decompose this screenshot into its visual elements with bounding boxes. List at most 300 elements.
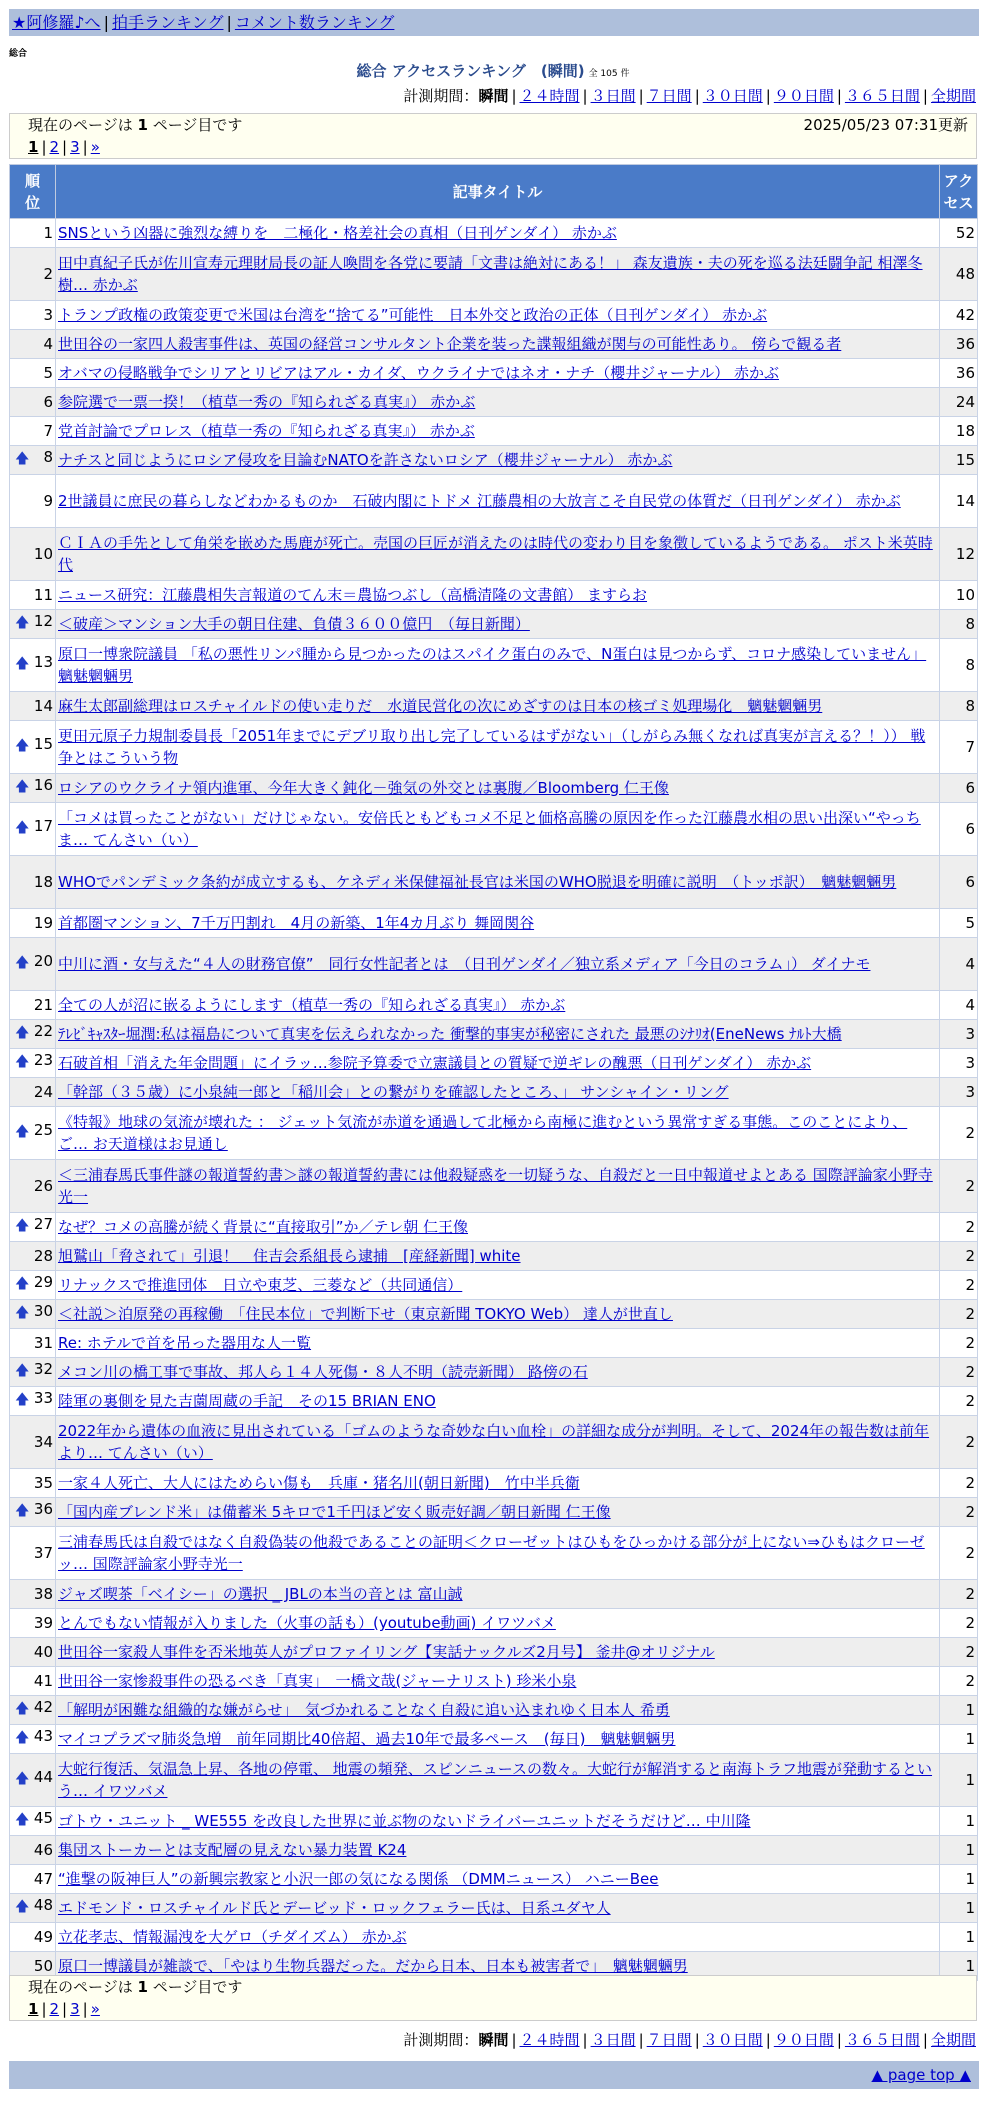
up-arrow-icon: 🡅 xyxy=(15,451,30,467)
rank-number: 25 xyxy=(33,1121,53,1139)
table-row xyxy=(10,991,978,1020)
rank-cell xyxy=(10,1020,56,1049)
table-row xyxy=(10,1078,978,1107)
rank-cell xyxy=(10,1836,56,1865)
pager-separator: | xyxy=(41,2000,47,2018)
rank-cell xyxy=(10,610,56,639)
article-link[interactable]: 原口一博衆院議員 「私の悪性リンパ腫から見つかったのはスパイク蛋白のみで、N蛋白は見つからず、コロナ感染していません」 魑魅魍魎男 xyxy=(58,645,927,685)
title-cell xyxy=(56,1527,940,1580)
table-row xyxy=(10,909,978,938)
table-row xyxy=(10,446,978,475)
title-cell xyxy=(56,1754,940,1807)
pager-page-3[interactable]: 3 xyxy=(70,2000,80,2018)
article-link[interactable]: ナチスと同じようにロシア侵攻を目論むNATOを許さないロシア（櫻井ジャーナル） 赤かぶ xyxy=(58,451,673,469)
rank-number: 20 xyxy=(33,952,53,970)
rank-cell xyxy=(10,359,56,388)
pager-separator: | xyxy=(41,138,47,156)
access-count: 36 xyxy=(940,359,978,388)
rank-number: 22 xyxy=(33,1022,53,1040)
access-count: 3 xyxy=(940,1049,978,1078)
table-row xyxy=(10,1387,978,1416)
period-link-5[interactable]: ３６５日間 xyxy=(844,87,920,105)
access-count: 2 xyxy=(940,1242,978,1271)
rank-cell xyxy=(10,1329,56,1358)
current-page-number: 1 xyxy=(137,1978,148,1996)
article-link[interactable]: ゴトウ・ユニット _ WE555 を改良した世界に並ぶ物のないドライバーユニットだそうだけど… 中川隆 xyxy=(58,1812,751,1830)
rank-cell xyxy=(10,1213,56,1242)
access-count: 3 xyxy=(940,1020,978,1049)
rank-cell xyxy=(10,528,56,581)
access-count: 1 xyxy=(940,1923,978,1952)
period-link-6[interactable]: 全期間 xyxy=(930,2031,976,2049)
period-link-2[interactable]: ７日間 xyxy=(646,87,692,105)
article-link[interactable]: 《特報》地球の気流が壊れた ： ジェット気流が赤道を通過して北極から南極に進むという異常すぎる事態。このことにより、ご… お天道様はお見通し xyxy=(58,1113,908,1153)
rank-cell xyxy=(10,388,56,417)
rank-number: 9 xyxy=(43,492,53,510)
period-separator: | xyxy=(765,2031,771,2049)
access-count: 2 xyxy=(940,1469,978,1498)
table-row xyxy=(10,639,978,692)
article-link[interactable]: SNSという凶器に強烈な縛りを 二極化・格差社会の真相（日刊ゲンダイ） 赤かぶ xyxy=(58,224,617,242)
rank-number: 49 xyxy=(33,1928,53,1946)
access-count: 8 xyxy=(940,692,978,721)
access-count: 24 xyxy=(940,388,978,417)
pager-next[interactable]: » xyxy=(90,138,100,156)
rank-number: 13 xyxy=(33,653,53,671)
rank-number: 29 xyxy=(33,1273,53,1291)
title-cell xyxy=(56,639,940,692)
title-cell xyxy=(56,359,940,388)
title-cell xyxy=(56,909,940,938)
table-row xyxy=(10,219,978,248)
table-row xyxy=(10,475,978,528)
rank-cell xyxy=(10,1807,56,1836)
article-link[interactable]: 更田元原子力規制委員長「2051年までにデブリ取り出し完了しているはずがない」（しがらみ無くなれば真実が言える？！）） 戦争とはこういう物 xyxy=(58,727,926,767)
rank-number: 24 xyxy=(33,1083,53,1101)
paging-text: ページ目です xyxy=(152,1978,243,1996)
table-row xyxy=(10,388,978,417)
up-arrow-icon: 🡅 xyxy=(15,1025,30,1041)
title-cell xyxy=(56,1894,940,1923)
article-link[interactable]: 中川に酒・女与えた“４人の財務官僚” 同行女性記者とは （日刊ゲンダイ／独立系メディア「今日のコラム」） ダイナモ xyxy=(58,955,871,973)
updated-time: 2025/05/23 07:31更新 xyxy=(803,116,968,134)
access-count: 6 xyxy=(940,803,978,856)
table-row xyxy=(10,1213,978,1242)
rank-cell xyxy=(10,1754,56,1807)
rank-number: 26 xyxy=(33,1177,53,1195)
table-row xyxy=(10,528,978,581)
rank-cell xyxy=(10,475,56,528)
period-link-0[interactable]: ２４時間 xyxy=(519,87,580,105)
title-cell xyxy=(56,1358,940,1387)
rank-cell xyxy=(10,1078,56,1107)
period-separator: | xyxy=(694,2031,700,2049)
rank-cell xyxy=(10,1865,56,1894)
rank-number: 45 xyxy=(33,1809,53,1827)
title-cell xyxy=(56,1213,940,1242)
title-cell xyxy=(56,248,940,301)
title-cell xyxy=(56,1300,940,1329)
up-arrow-icon: 🡅 xyxy=(15,1899,30,1915)
rank-cell xyxy=(10,856,56,909)
pager-page-1[interactable]: 1 xyxy=(28,138,39,156)
period-link-0[interactable]: ２４時間 xyxy=(519,2031,580,2049)
article-link[interactable]: 全ての人が沼に嵌るようにします（植草一秀の『知られざる真実』） 赤かぶ xyxy=(58,996,566,1014)
title-cell xyxy=(56,528,940,581)
bottom-bar xyxy=(9,2061,979,2089)
table-row xyxy=(10,1160,978,1213)
rank-number: 48 xyxy=(33,1896,53,1914)
access-count: 6 xyxy=(940,774,978,803)
pager-separator: | xyxy=(82,138,88,156)
paging-text: 現在のページは xyxy=(28,116,133,134)
table-row xyxy=(10,1725,978,1754)
table-row xyxy=(10,1107,978,1160)
period-separator: | xyxy=(836,87,842,105)
table-row xyxy=(10,1300,978,1329)
title-cell xyxy=(56,581,940,610)
up-arrow-icon: 🡅 xyxy=(15,1730,30,1746)
up-arrow-icon: 🡅 xyxy=(15,1124,30,1140)
page-title-wrap xyxy=(0,60,986,81)
up-arrow-icon: 🡅 xyxy=(15,1305,30,1321)
title-cell xyxy=(56,610,940,639)
title-cell xyxy=(56,1078,940,1107)
rank-number: 3 xyxy=(43,306,53,324)
article-link[interactable]: ジャズ喫茶「ベイシー」の選択 _ JBLの本当の音とは 富山誠 xyxy=(58,1585,463,1603)
access-count: 2 xyxy=(940,1580,978,1609)
table-row xyxy=(10,1049,978,1078)
rank-cell xyxy=(10,1160,56,1213)
rank-number: 1 xyxy=(43,224,53,242)
article-link[interactable]: Re: ホテルで首を吊った器用な人一覧 xyxy=(58,1334,312,1352)
rank-number: 37 xyxy=(33,1544,53,1562)
paging-status xyxy=(28,114,976,136)
rank-cell xyxy=(10,909,56,938)
up-arrow-icon: 🡅 xyxy=(15,656,30,672)
period-link-4[interactable]: ９０日間 xyxy=(773,2031,834,2049)
rank-number: 21 xyxy=(33,996,53,1014)
article-link[interactable]: 「幹部（３５歳）に小泉純一郎と「稲川会」との繋がりを確認したところ、」 サンシャイン・リング xyxy=(58,1083,729,1101)
title-cell xyxy=(56,1725,940,1754)
title-cell xyxy=(56,1416,940,1469)
access-count: 8 xyxy=(940,639,978,692)
table-row xyxy=(10,1329,978,1358)
period-current: 瞬間 xyxy=(478,87,509,105)
period-link-3[interactable]: ３０日間 xyxy=(702,87,763,105)
access-count: 1 xyxy=(940,1836,978,1865)
rank-number: 4 xyxy=(43,335,53,353)
rank-number: 2 xyxy=(43,265,53,283)
title-cell xyxy=(56,1836,940,1865)
period-selector-bottom xyxy=(403,2030,976,2050)
article-link[interactable]: “進撃の阪神巨人”の新興宗教家と小沢一郎の気になる関係 （DMMニュース） ハニーBee xyxy=(58,1870,659,1888)
title-cell xyxy=(56,417,940,446)
title-cell xyxy=(56,475,940,528)
rank-number: 16 xyxy=(33,776,53,794)
period-link-5[interactable]: ３６５日間 xyxy=(844,2031,920,2049)
paging-text: 現在のページは xyxy=(28,1978,133,1996)
access-count: 4 xyxy=(940,938,978,991)
rank-cell xyxy=(10,1107,56,1160)
period-link-2[interactable]: ７日間 xyxy=(646,2031,692,2049)
up-arrow-icon: 🡅 xyxy=(15,615,30,631)
page-top-link[interactable]: ▲ page top ▲ xyxy=(871,2066,971,2084)
article-link[interactable]: 石破首相「消えた年金問題」にイラッ…参院予算委で立憲議員との質疑で逆ギレの醜悪（日刊ゲンダイ） 赤かぶ xyxy=(58,1054,812,1072)
pager-page-2[interactable]: 2 xyxy=(49,2000,60,2018)
table-row xyxy=(10,1469,978,1498)
period-separator: | xyxy=(582,2031,588,2049)
access-count: 3 xyxy=(940,1078,978,1107)
rank-cell xyxy=(10,1049,56,1078)
access-count: 2 xyxy=(940,1271,978,1300)
access-count: 2 xyxy=(940,1416,978,1469)
rank-number: 30 xyxy=(33,1302,53,1320)
access-count: 1 xyxy=(940,1696,978,1725)
table-row xyxy=(10,856,978,909)
access-count: 1 xyxy=(940,1807,978,1836)
period-label: 計測期間： xyxy=(403,2031,479,2049)
article-link[interactable]: ＜破産＞マンション大手の朝日住建、負債３６００億円 （毎日新聞） xyxy=(58,615,530,633)
table-row xyxy=(10,1020,978,1049)
access-count: 7 xyxy=(940,721,978,774)
up-arrow-icon: 🡅 xyxy=(15,1218,30,1234)
table-row xyxy=(10,1894,978,1923)
article-link[interactable]: リナックスで推進団体 日立や東芝、三菱など（共同通信） xyxy=(58,1276,463,1294)
article-link[interactable]: 旭鷲山「脅されて」引退！ 住吉会系組長ら逮捕 [産経新聞] white xyxy=(58,1247,521,1265)
table-row xyxy=(10,774,978,803)
rank-cell xyxy=(10,219,56,248)
title-cell xyxy=(56,1498,940,1527)
article-link[interactable]: 「コメは買ったことがない」だけじゃない。安倍氏ともどもコメ不足と価格高騰の原因を作った江藤農水相の思い出深い“やっちま… てんさい（い） xyxy=(58,809,921,849)
pager xyxy=(28,136,976,158)
article-link[interactable]: 田中真紀子氏が佐川宣寿元理財局長の証人喚問を各党に要請「文書は絶対にある！」 森友遺族・夫の死を巡る法廷闘争記 相澤冬樹… 赤かぶ xyxy=(58,254,923,294)
rank-cell xyxy=(10,248,56,301)
table-row xyxy=(10,692,978,721)
period-separator: | xyxy=(582,87,588,105)
title-cell xyxy=(56,692,940,721)
access-count: 4 xyxy=(940,991,978,1020)
table-row xyxy=(10,1923,978,1952)
up-arrow-icon: 🡅 xyxy=(15,1054,30,1070)
table-row xyxy=(10,1836,978,1865)
period-label: 計測期間： xyxy=(403,87,479,105)
rank-number: 8 xyxy=(43,448,53,466)
rank-cell xyxy=(10,1300,56,1329)
rank-cell xyxy=(10,1894,56,1923)
rank-cell xyxy=(10,446,56,475)
article-link[interactable]: 2世議員に庶民の暮らしなどわかるものか 石破内閣にトドメ 江藤農相の大放言こそ自民党の体質だ（日刊ゲンダイ） 赤かぶ xyxy=(58,492,901,510)
pager-separator: | xyxy=(82,2000,88,2018)
article-link[interactable]: 2022年から遺体の血液に見出されている「ゴムのような奇妙な白い血栓」の詳細な成分が判明。そして、2024年の報告数は前年より… てんさい（い） xyxy=(58,1422,930,1462)
table-row xyxy=(10,721,978,774)
pager-next[interactable]: » xyxy=(90,2000,100,2018)
title-cell xyxy=(56,1923,940,1952)
rank-cell xyxy=(10,1387,56,1416)
article-link[interactable]: とんでもない情報が入りました（火事の話も）(youtube動画) イワツバメ xyxy=(58,1614,556,1632)
pager-page-2[interactable]: 2 xyxy=(49,138,60,156)
title-cell xyxy=(56,1807,940,1836)
period-link-3[interactable]: ３０日間 xyxy=(702,2031,763,2049)
up-arrow-icon: 🡅 xyxy=(15,1363,30,1379)
up-arrow-icon: 🡅 xyxy=(15,1276,30,1292)
rank-number: 43 xyxy=(33,1727,53,1745)
access-count: 5 xyxy=(940,909,978,938)
rank-number: 38 xyxy=(33,1585,53,1603)
table-row xyxy=(10,1609,978,1638)
article-link[interactable]: ニュース研究：江藤農相失言報道のてん末＝農協つぶし（高橋清隆の文書館） ますらお xyxy=(58,586,648,604)
article-link[interactable]: 世田谷の一家四人殺害事件は、英国の経営コンサルタント企業を装った諜報組織が関与の可能性あり。 傍らで観る者 xyxy=(58,335,842,353)
rank-number: 46 xyxy=(33,1841,53,1859)
table-row xyxy=(10,610,978,639)
rank-cell xyxy=(10,991,56,1020)
rank-number: 12 xyxy=(33,612,53,630)
table-row xyxy=(10,581,978,610)
access-count: 15 xyxy=(940,446,978,475)
rank-number: 44 xyxy=(33,1768,53,1786)
title-cell xyxy=(56,219,940,248)
period-separator: | xyxy=(694,87,700,105)
paging-status xyxy=(28,1976,976,1998)
table-row xyxy=(10,803,978,856)
table-row xyxy=(10,301,978,330)
pager-page-3[interactable]: 3 xyxy=(70,138,80,156)
access-count: 2 xyxy=(940,1498,978,1527)
access-count: 1 xyxy=(940,1725,978,1754)
home-link[interactable]: ★阿修羅♪へ xyxy=(12,13,101,32)
article-link[interactable]: 三浦春馬氏は自殺ではなく自殺偽装の他殺であることの証明＜クローゼットはひもをひっかける部分が上にない⇒ひもはクローゼッ… 国際評論家小野寺光一 xyxy=(58,1533,925,1573)
article-link[interactable]: 立花孝志、情報漏洩を大ゲロ（チダイズム） 赤かぶ xyxy=(58,1928,407,1946)
pager-page-1[interactable]: 1 xyxy=(28,2000,39,2018)
rank-cell xyxy=(10,1498,56,1527)
article-link[interactable]: 麻生太郎副総理はロスチャイルドの使い走りだ 水道民営化の次にめざすのは日本の核ゴミ処理場化 魑魅魍魎男 xyxy=(58,697,823,715)
period-separator: | xyxy=(836,2031,842,2049)
rank-number: 11 xyxy=(33,586,53,604)
title-cell xyxy=(56,1020,940,1049)
rank-number: 19 xyxy=(33,914,53,932)
article-link[interactable]: 首都圏マンション、7千万円割れ 4月の新築、1年4カ月ぶり 舞岡関谷 xyxy=(58,914,535,932)
up-arrow-icon: 🡅 xyxy=(15,955,30,971)
rank-cell xyxy=(10,1469,56,1498)
title-cell xyxy=(56,1638,940,1667)
pager-separator: | xyxy=(62,2000,68,2018)
rank-number: 14 xyxy=(33,697,53,715)
article-link[interactable]: オバマの侵略戦争でシリアとリビアはアル・カイダ、ウクライナではネオ・ナチ（櫻井ジャーナル） 赤かぶ xyxy=(58,364,780,382)
article-link[interactable]: マイコプラズマ肺炎急増 前年同期比40倍超、過去10年で最多ペース (毎日) 魑魅魍魎男 xyxy=(58,1730,676,1748)
article-link[interactable]: 世田谷一家惨殺事件の恐るべき「真実」 一橋文哉(ジャーナリスト) 珍米小泉 xyxy=(58,1672,577,1690)
title-cell xyxy=(56,446,940,475)
title-cell xyxy=(56,1609,940,1638)
title-cell xyxy=(56,1696,940,1725)
rank-number: 41 xyxy=(33,1672,53,1690)
article-link[interactable]: なぜ？コメの高騰が続く背景に“直接取引”か／テレ朝 仁王像 xyxy=(58,1218,469,1236)
title-cell xyxy=(56,301,940,330)
rank-cell xyxy=(10,1580,56,1609)
article-link[interactable]: メコン川の橋工事で事故、邦人ら１４人死傷・８人不明（読売新聞） 路傍の石 xyxy=(58,1363,588,1381)
rank-cell xyxy=(10,1638,56,1667)
access-count: 1 xyxy=(940,1894,978,1923)
rank-cell xyxy=(10,301,56,330)
rank-number: 40 xyxy=(33,1643,53,1661)
rank-cell xyxy=(10,639,56,692)
title-cell xyxy=(56,1160,940,1213)
table-row xyxy=(10,938,978,991)
title-cell xyxy=(56,856,940,909)
rank-cell xyxy=(10,774,56,803)
period-link-1[interactable]: ３日間 xyxy=(590,2031,636,2049)
title-cell xyxy=(56,1107,940,1160)
article-link[interactable]: ＜社説＞泊原発の再稼働 「住民本位」で判断下せ（東京新聞 TOKYO Web） 達人が世直し xyxy=(58,1305,673,1323)
article-link[interactable]: 参院選で一票一揆！（植草一秀の『知られざる真実』） 赤かぶ xyxy=(58,393,476,411)
rank-number: 35 xyxy=(33,1474,53,1492)
period-separator: | xyxy=(765,87,771,105)
table-row xyxy=(10,1527,978,1580)
title-cell xyxy=(56,1049,940,1078)
access-count: 2 xyxy=(940,1160,978,1213)
period-current: 瞬間 xyxy=(478,2031,509,2049)
title-cell xyxy=(56,1387,940,1416)
rank-cell xyxy=(10,1527,56,1580)
article-link[interactable]: 「国内産ブレンド米」は備蓄米 5キロで1千円ほど安く販売好調／朝日新聞 仁王像 xyxy=(58,1503,611,1521)
title-cell xyxy=(56,1865,940,1894)
period-link-4[interactable]: ９０日間 xyxy=(773,87,834,105)
rank-cell xyxy=(10,1923,56,1952)
rank-cell xyxy=(10,1609,56,1638)
period-separator: | xyxy=(511,2031,517,2049)
rank-cell xyxy=(10,938,56,991)
article-link[interactable]: WHOでパンデミック条約が成立するも、ケネディ米保健福祉長官は米国のWHO脱退を明確に説明 （トッポ訳） 魑魅魍魎男 xyxy=(58,873,897,891)
period-separator: | xyxy=(922,87,928,105)
title-cell xyxy=(56,330,940,359)
up-arrow-icon: 🡅 xyxy=(15,1701,30,1717)
rank-number: 27 xyxy=(33,1215,53,1233)
period-link-6[interactable]: 全期間 xyxy=(930,87,976,105)
article-link[interactable]: 党首討論でプロレス（植草一秀の『知られざる真実』） 赤かぶ xyxy=(58,422,475,440)
clap-ranking-link[interactable]: 拍手ランキング xyxy=(111,13,224,32)
pager-separator: | xyxy=(62,138,68,156)
access-count: 10 xyxy=(940,581,978,610)
rank-number: 28 xyxy=(33,1247,53,1265)
rank-number: 5 xyxy=(43,364,53,382)
article-link[interactable]: 原口一博議員が雑談で、「やはり生物兵器だった。だから日本、日本も被害者で」 魑魅魍魎男 xyxy=(58,1957,688,1975)
rank-number: 17 xyxy=(33,817,53,835)
access-count: 1 xyxy=(940,1865,978,1894)
period-link-1[interactable]: ３日間 xyxy=(590,87,636,105)
access-count: 48 xyxy=(940,248,978,301)
title-cell xyxy=(56,774,940,803)
comment-ranking-link[interactable]: コメント数ランキング xyxy=(234,13,395,32)
article-link[interactable]: 陸軍の裏側を見た吉薗周蔵の手記 その15 BRIAN ENO xyxy=(58,1392,436,1410)
article-link[interactable]: 一家４人死亡、大人にはためらい傷も 兵庫・猪名川(朝日新聞) 竹中半兵衛 xyxy=(58,1474,580,1492)
article-link[interactable]: 世田谷一家殺人事件を否米地英人がプロファイリング【実話ナックルズ2月号】 釜井@オリジナル xyxy=(58,1643,715,1661)
article-link[interactable]: 「解明が困難な組織的な嫌がらせ」 気づかれることなく自殺に追い込まれゆく日本人 希勇 xyxy=(58,1701,670,1719)
article-link[interactable]: ﾃﾚﾋﾞｷｬｽﾀｰ堀潤:私は福島について真実を伝えられなかった 衝撃的事実が秘密にされた 最悪のｼﾅﾘｵ(EneNews ﾅﾙﾄ大橋 xyxy=(58,1025,842,1043)
rank-number: 33 xyxy=(33,1389,53,1407)
article-link[interactable]: ロシアのウクライナ領内進軍、今年大きく鈍化－強気の外交とは裏腹／Bloomberg 仁王像 xyxy=(58,779,669,797)
access-count: 2 xyxy=(940,1300,978,1329)
article-link[interactable]: エドモンド・ロスチャイルド氏とデービッド・ロックフェラー氏は、日系ユダヤ人 xyxy=(58,1899,611,1917)
rank-number: 23 xyxy=(33,1051,53,1069)
rank-number: 18 xyxy=(33,873,53,891)
article-link[interactable]: ＣＩＡの手先として角栄を嵌めた馬鹿が死亡。売国の巨匠が消えたのは時代の変わり目を象徴しているようである。 ポスト米英時代 xyxy=(58,534,933,574)
title-cell xyxy=(56,938,940,991)
table-row xyxy=(10,1638,978,1667)
article-link[interactable]: 集団ストーカーとは支配層の見えない暴力装置 K24 xyxy=(58,1841,407,1859)
table-row xyxy=(10,1807,978,1836)
article-link[interactable]: ＜三浦春馬氏事件謎の報道誓約書＞謎の報道誓約書には他殺疑惑を一切疑うな、自殺だと一日中報道せよとある 国際評論家小野寺光一 xyxy=(58,1166,933,1206)
article-link[interactable]: トランプ政権の政策変更で米国は台湾を“捨てる”可能性 日本外交と政治の正体（日刊ゲンダイ） 赤かぶ xyxy=(58,306,768,324)
article-link[interactable]: 大蛇行復活、気温急上昇、各地の停電、 地震の頻発、スピンニュースの数々。大蛇行が解消すると南海トラフ地震が発動するという… イワツバメ xyxy=(58,1760,933,1800)
